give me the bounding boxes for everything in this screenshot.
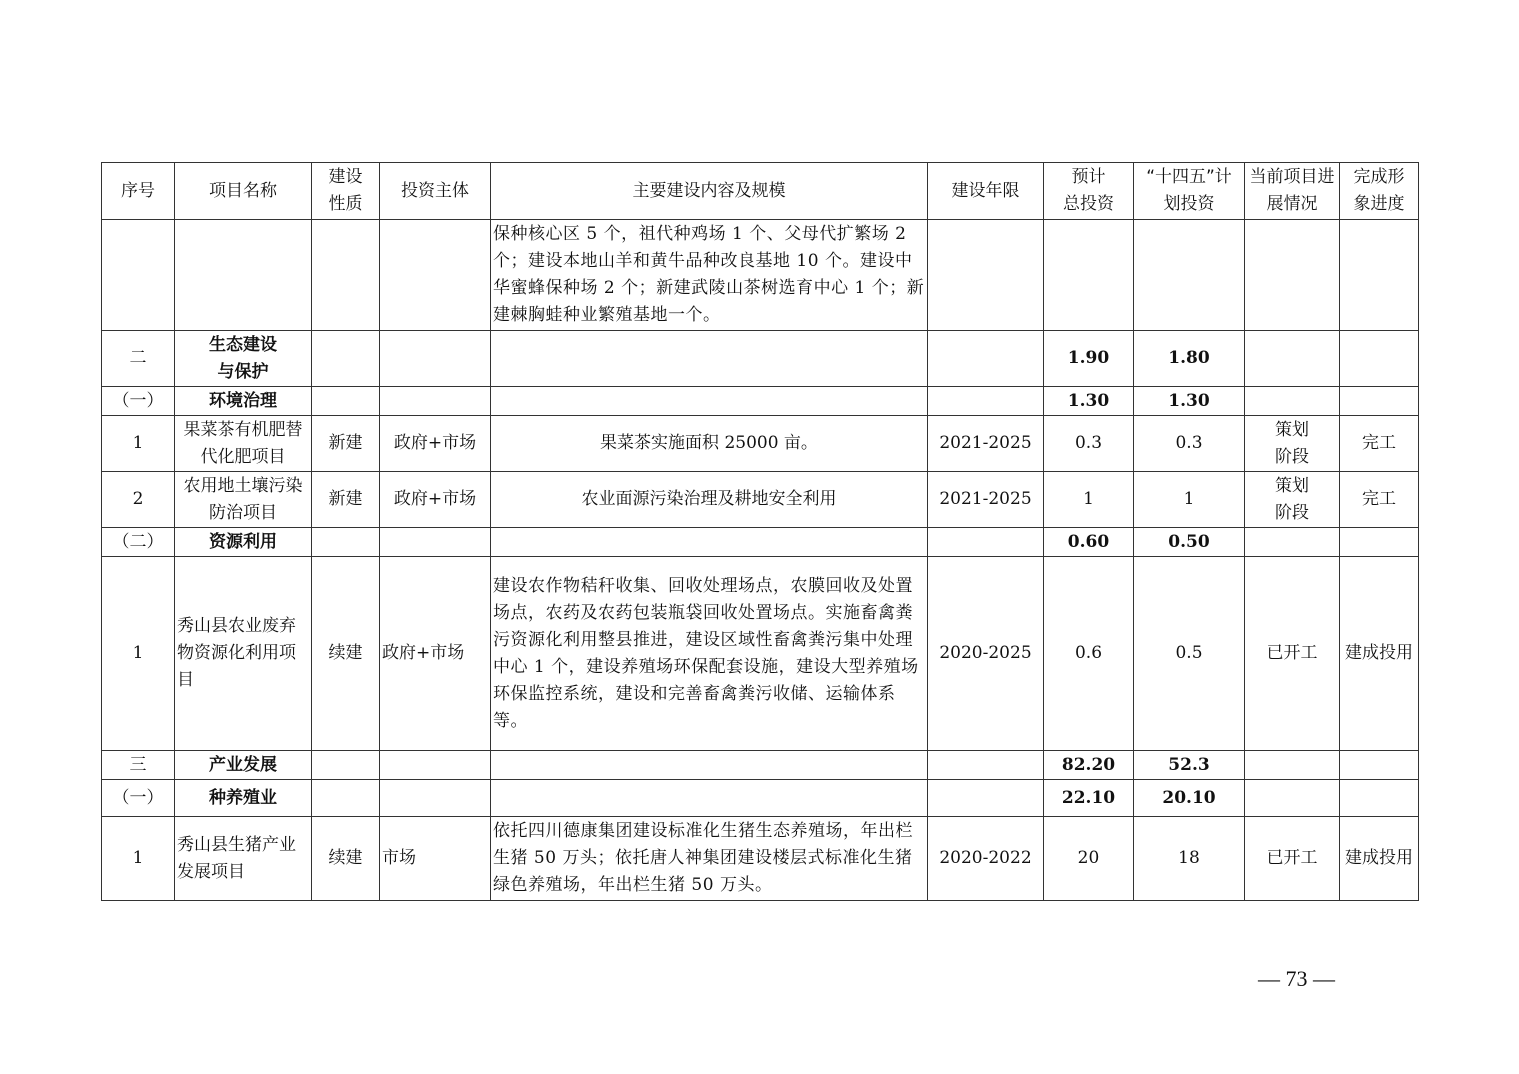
progress-cell: 策划 阶段 — [1245, 416, 1340, 472]
total-cell: 0.60 — [1044, 528, 1134, 557]
investor-cell: 政府+市场 — [380, 557, 491, 751]
table-row — [102, 416, 1419, 472]
period-cell: 2021-2025 — [928, 416, 1044, 472]
name-cell: 秀山县农业废弃物资源化利用项目 — [175, 557, 312, 751]
nature-cell: 续建 — [312, 817, 380, 901]
content-cell: 建设农作物秸秆收集、回收处理场点，农膜回收及处置场点，农药及农药包装瓶袋回收处置场点。实施畜禽粪污资源化利用整县推进，建设区域性畜禽粪污集中处理中心 1 个，建设养殖场环保配套设施，建设大型养殖场环保监控系统，建设和完善畜禽粪污收储、运输体系等。 — [491, 557, 928, 751]
name-cell: 秀山县生猪产业发展项目 — [175, 817, 312, 901]
target-cell: 完工 — [1340, 472, 1419, 528]
header-seq: 序号 — [102, 163, 175, 220]
name-cell: 农用地土壤污染 防治项目 — [175, 472, 312, 528]
investor-cell: 市场 — [380, 817, 491, 901]
total-cell: 20 — [1044, 817, 1134, 901]
table-row — [102, 817, 1419, 901]
total-cell: 1 — [1044, 472, 1134, 528]
plan-cell: 52.3 — [1134, 751, 1245, 780]
seq-cell: 三 — [102, 751, 175, 780]
content-cell: 农业面源污染治理及耕地安全利用 — [491, 472, 928, 528]
header-progress: 当前项目进 展情况 — [1245, 163, 1340, 220]
progress-cell: 已开工 — [1245, 817, 1340, 901]
plan-cell: 0.5 — [1134, 557, 1245, 751]
header-total: 预计 总投资 — [1044, 163, 1134, 220]
period-cell: 2020-2025 — [928, 557, 1044, 751]
name-cell: 生态建设 与保护 — [175, 331, 312, 387]
seq-cell: 2 — [102, 472, 175, 528]
header-content: 主要建设内容及规模 — [491, 163, 928, 220]
table-row — [102, 220, 1419, 331]
table-row — [102, 472, 1419, 528]
header-name: 项目名称 — [175, 163, 312, 220]
target-cell: 建成投用 — [1340, 557, 1419, 751]
subsection-row — [102, 528, 1419, 557]
header-row — [102, 163, 1419, 220]
name-cell: 果菜茶有机肥替 代化肥项目 — [175, 416, 312, 472]
seq-cell: 1 — [102, 557, 175, 751]
seq-cell: （一） — [102, 780, 175, 817]
project-table — [101, 162, 1419, 901]
subsection-row — [102, 387, 1419, 416]
nature-cell: 续建 — [312, 557, 380, 751]
total-cell: 1.30 — [1044, 387, 1134, 416]
investor-cell: 政府+市场 — [380, 416, 491, 472]
nature-cell: 新建 — [312, 416, 380, 472]
total-cell: 0.3 — [1044, 416, 1134, 472]
plan-cell: 20.10 — [1134, 780, 1245, 817]
period-cell: 2020-2022 — [928, 817, 1044, 901]
content-cell: 保种核心区 5 个，祖代种鸡场 1 个、父母代扩繁场 2 个；建设本地山羊和黄牛品种改良基地 10 个。建设中华蜜蜂保种场 2 个；新建武陵山茶树选育中心 1 个；新建棘胸蛙种业繁殖基地一个。 — [491, 220, 928, 331]
progress-cell: 策划 阶段 — [1245, 472, 1340, 528]
total-cell: 22.10 — [1044, 780, 1134, 817]
name-cell: 资源利用 — [175, 528, 312, 557]
total-cell: 0.6 — [1044, 557, 1134, 751]
header-target: 完成形 象进度 — [1340, 163, 1419, 220]
page-number: — 73 — — [1258, 966, 1335, 991]
name-cell: 种养殖业 — [175, 780, 312, 817]
seq-cell: （一） — [102, 387, 175, 416]
period-cell: 2021-2025 — [928, 472, 1044, 528]
total-cell: 82.20 — [1044, 751, 1134, 780]
header-nature: 建设 性质 — [312, 163, 380, 220]
plan-cell: 0.50 — [1134, 528, 1245, 557]
seq-cell: 1 — [102, 416, 175, 472]
seq-cell: （二） — [102, 528, 175, 557]
header-plan: “十四五”计 划投资 — [1134, 163, 1245, 220]
plan-cell: 0.3 — [1134, 416, 1245, 472]
subsection-row — [102, 780, 1419, 817]
name-cell: 环境治理 — [175, 387, 312, 416]
table-row — [102, 557, 1419, 751]
header-investor: 投资主体 — [380, 163, 491, 220]
content-cell: 依托四川德康集团建设标准化生猪生态养殖场，年出栏生猪 50 万头；依托唐人神集团建设楼层式标准化生猪绿色养殖场，年出栏生猪 50 万头。 — [491, 817, 928, 901]
seq-cell: 二 — [102, 331, 175, 387]
nature-cell: 新建 — [312, 472, 380, 528]
plan-cell: 1.30 — [1134, 387, 1245, 416]
target-cell: 建成投用 — [1340, 817, 1419, 901]
total-cell: 1.90 — [1044, 331, 1134, 387]
investor-cell: 政府+市场 — [380, 472, 491, 528]
header-period: 建设年限 — [928, 163, 1044, 220]
progress-cell: 已开工 — [1245, 557, 1340, 751]
target-cell: 完工 — [1340, 416, 1419, 472]
section-row — [102, 331, 1419, 387]
section-row — [102, 751, 1419, 780]
seq-cell: 1 — [102, 817, 175, 901]
name-cell: 产业发展 — [175, 751, 312, 780]
plan-cell: 1 — [1134, 472, 1245, 528]
plan-cell: 1.80 — [1134, 331, 1245, 387]
plan-cell: 18 — [1134, 817, 1245, 901]
content-cell: 果菜茶实施面积 25000 亩。 — [491, 416, 928, 472]
